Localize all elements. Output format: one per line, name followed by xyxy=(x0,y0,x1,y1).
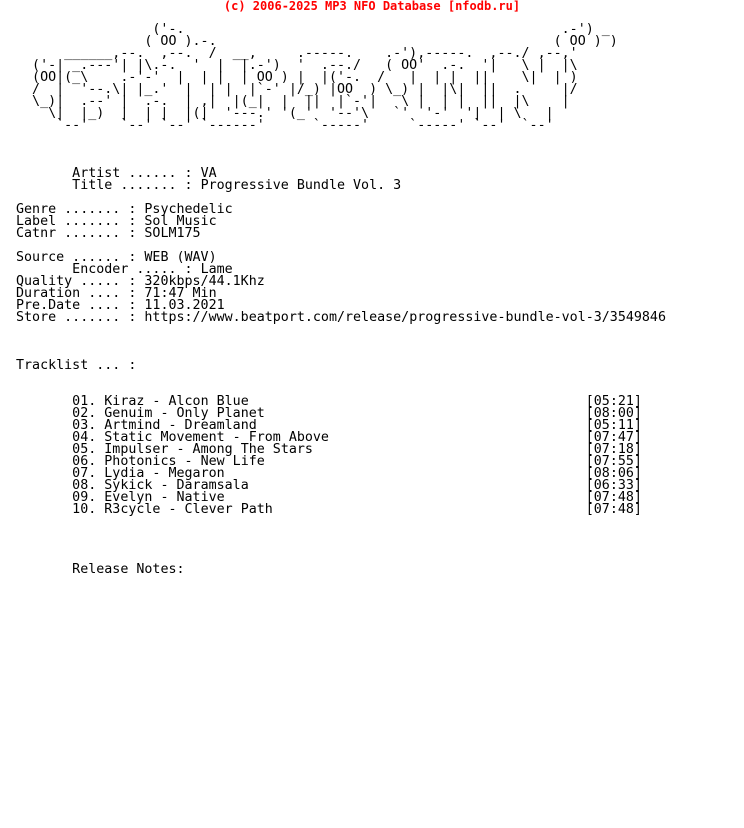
site-header: (c) 2006-2025 MP3 NFO Database [nfodb.ru] xyxy=(223,0,521,13)
title-row xyxy=(16,180,666,192)
track-duration: [06:33] xyxy=(585,478,642,493)
store-label: Store ....... : xyxy=(16,310,145,325)
track-name: Impulser - Among The Stars xyxy=(104,442,313,457)
genre-value: Psychedelic xyxy=(144,202,233,217)
track-duration: [05:11] xyxy=(585,418,642,433)
tracklist-heading: Tracklist ... : xyxy=(16,358,137,373)
quality-value: 320kbps/44.1Khz xyxy=(144,274,265,289)
track-number: 08. xyxy=(72,478,97,493)
track-name: Evelyn - Native xyxy=(104,490,225,505)
track-name: Genuim - Only Planet xyxy=(104,406,265,421)
track-row xyxy=(16,504,666,516)
track-number: 09. xyxy=(72,490,97,505)
logo-line: ( OO ).-. ( OO ) ) xyxy=(16,34,618,49)
track-number: 06. xyxy=(72,454,97,469)
track-number: 04. xyxy=(72,430,97,445)
encoder-value: Lame xyxy=(200,262,233,277)
track-number: 03. xyxy=(72,418,97,433)
catnr-row xyxy=(16,228,666,240)
label-label: Label ....... : xyxy=(16,214,145,229)
store-value: https://www.beatport.com/release/progressive-bundle-vol-3/3549846 xyxy=(144,310,666,325)
track-duration: [08:06] xyxy=(585,466,642,481)
catnr-value: SOLM175 xyxy=(144,226,201,241)
artist-label: Artist ...... : xyxy=(72,166,201,181)
track-name: Artmind - Dreamland xyxy=(104,418,257,433)
track-name: Photonics - New Life xyxy=(104,454,265,469)
release-notes-row xyxy=(16,564,666,576)
track-duration: [07:55] xyxy=(585,454,642,469)
track-duration: [07:18] xyxy=(585,442,642,457)
nfo-text xyxy=(16,24,666,576)
track-name: Kiraz - Alcon Blue xyxy=(104,394,249,409)
logo-line: ('-. .-') _ xyxy=(16,22,610,37)
track-duration: [08:00] xyxy=(585,406,642,421)
title-value: Progressive Bundle Vol. 3 xyxy=(200,178,402,193)
track-number: 01. xyxy=(72,394,97,409)
track-duration: [07:48] xyxy=(585,490,642,505)
predate-label: Pre.Date .... : xyxy=(16,298,145,313)
track-name: Lydia - Megaron xyxy=(104,466,225,481)
logo-line: \_)| .--' | .-. | ,| |(_| | || |`-'| \ | | | || |\ | xyxy=(16,94,570,109)
track-number: 05. xyxy=(72,442,97,457)
track-duration: [07:48] xyxy=(585,502,642,517)
track-number: 02. xyxy=(72,406,97,421)
release-notes-heading: Release Notes: xyxy=(72,562,185,577)
track-name: Static Movement - From Above xyxy=(104,430,329,445)
label-value: Sol Music xyxy=(144,214,217,229)
duration-value: 71:47 Min xyxy=(144,286,217,301)
logo-line: / | '--.\| |_.' | | | |`-' |/_) |OO ) \_) | |\| || . |/ xyxy=(16,82,578,97)
genre-label: Genre ....... : xyxy=(16,202,145,217)
catnr-label: Catnr ....... : xyxy=(16,226,145,241)
duration-label: Duration .... : xyxy=(16,286,145,301)
logo-line: \| |_) | | | |(| '---.' '(_' '--'\ `' '-' '| | \ | xyxy=(16,106,554,121)
track-duration: [05:21] xyxy=(585,394,642,409)
logo-line: ('-| _.---'| |\.-. ' | |.-') ' .--./ ( OO' .-. '| \ | |\ xyxy=(16,58,578,73)
ascii-logo xyxy=(16,24,666,132)
source-value: WEB (WAV) xyxy=(144,250,217,265)
predate-value: 11.03.2021 xyxy=(144,298,225,313)
track-name: R3cycle - Clever Path xyxy=(104,502,273,517)
track-number: 07. xyxy=(72,466,97,481)
quality-label: Quality ..... : xyxy=(16,274,145,289)
logo-line: ______,--. ,--. / __, .-----. .-'),-----. ,--./ ,--,' xyxy=(16,46,578,61)
track-duration: [07:47] xyxy=(585,430,642,445)
artist-value: VA xyxy=(200,166,217,181)
encoder-label: Encoder ..... : xyxy=(72,262,201,277)
logo-line: (OO|(_\ .-'-' | | | | OO ) | |('-. / | | | || \| | ) xyxy=(16,70,578,85)
track-number: 10. xyxy=(72,502,97,517)
store-row xyxy=(16,312,666,324)
source-label: Source ...... : xyxy=(16,250,145,265)
logo-line: `--' `--' `--' `------' `-----' `-----' `--' `--' xyxy=(16,118,554,133)
title-label: Title ....... : xyxy=(72,178,201,193)
track-name: Sykick - Daramsala xyxy=(104,478,249,493)
